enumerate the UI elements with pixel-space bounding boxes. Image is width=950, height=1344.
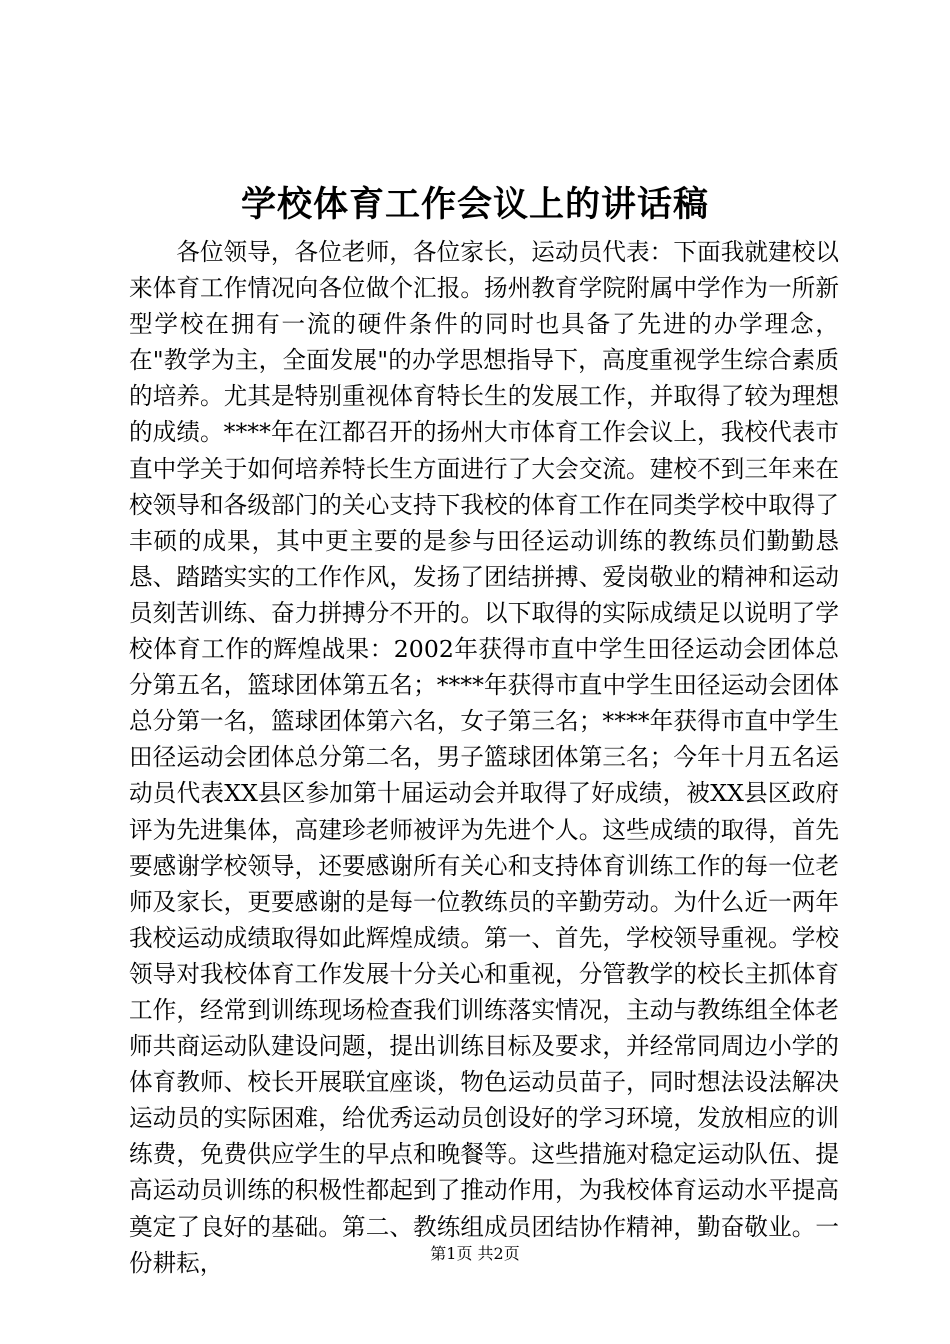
document-title: 学校体育工作会议上的讲话稿 xyxy=(240,184,709,225)
document-body: 各位领导，各位老师，各位家长，运动员代表：下面我就建校以来体育工作情况向各位做个汇报。扬州教育学院附属中学作为一所新型学校在拥有一流的硬件条件的同时也具备了先进的办学理念，在"教学为主，全面发展"的办学思想指导下，高度重视学生综合素质的培养。尤其是特别重视体育特长生的发展工作，并取得了较为理想的成绩。****年在江都召开的扬州大市体育工作会议上，我校代表市直中学关于如何培养特长生方面进行了大会交流。建校不到三年来在校领导和各级部门的关心支持下我校的体育工作在同类学校中取得了丰硕的成果，其中更主要的是参与田径运动训练的教练员们勤勤恳恳、踏踏实实的工作作风，发扬了团结拼搏、爱岗敬业的精神和运动员刻苦训练、奋力拼搏分不开的。以下取得的实际成绩足以说明了学校体育工作的辉煌战果：2002年获得市直中学生田径运动会团体总分第五名，篮球团体第五名；****年获得市直中学生田径运动会团体总分第一名，篮球团体第六名，女子第三名；****年获得市直中学生田径运动会团体总分第二名，男子篮球团体第三名；今年十月五名运动员代表XX县区参加第十届运动会并取得了好成绩，被XX县区政府评为先进集体，高建珍老师被评为先进个人。这些成绩的取得，首先要感谢学校领导，还要感谢所有关心和支持体育训练工作的每一位老师及家长，更要感谢的是每一位教练员的辛勤劳动。为什么近一两年我校运动成绩取得如此辉煌成绩。第一、首先，学校领导重视。学校领导对我校体育工作发展十分关心和重视，分管教学的校长主抓体育工作，经常到训练现场检查我们训练落实情况，主动与教练组全体老师共商运动队建设问题，提出训练目标及要求，并经常同周边小学的体育教师、校长开展联宜座谈，物色运动员苗子，同时想法设法解决运动员的实际困难，给优秀运动员创设好的学习环境，发放相应的训练费，免费供应学生的早点和晚餐等。这些措施对稳定运动队伍、提高运动员训练的积极性都起到了推动作用，为我校体育运动水平提高奠定了良好的基础。第二、教练组成员团结协作精神，勤奋敬业。一份耕耘， xyxy=(129,238,839,1277)
page-number-label: 第1页 共2页 xyxy=(430,1244,520,1263)
page-footer xyxy=(0,1242,950,1266)
